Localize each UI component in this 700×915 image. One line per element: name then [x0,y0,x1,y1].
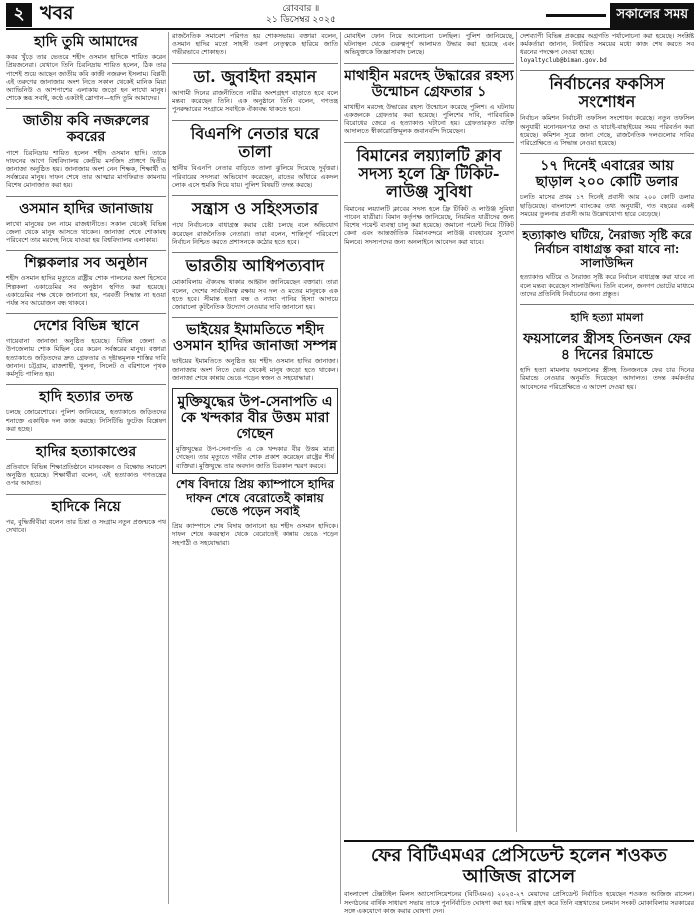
headline: হাদি হত্যার তদন্ত [39,389,133,406]
headline: সন্ত্রাস ও সহিংসতার [191,199,319,218]
story-text: রাজনৈতিক সমাবেশ পরিণত হয় শোকসভায়। বক্তারা বলেন, ওসমান হাদির মতো সাহসী তরুণ নেতৃত্বকে হারিয়ে জাতি গভীরভাবে শোকাহত। [172,32,338,57]
story [6,113,166,189]
divider [520,153,694,154]
divider [520,304,694,305]
story [172,322,338,382]
story-text: গায়েবানা জানাজা অনুষ্ঠিত হয়েছে। বিভিন্ন জেলা ও উপজেলায় শোক মিছিল বের করেন সর্বস্তরের মানুষ। বক্তারা হত্যাকাণ্ডে জড়িতদের দ্রুত গ্রেফতার ও দৃষ্টান্তমূলক শাস্তির দাবি জানান। চট্টগ্রাম, রাজশাহী, খুলনা, সিলেট ও বরিশালে পৃথক কর্মসূচি পালিত হয়। [6,337,166,379]
divider [6,196,166,197]
story [172,68,338,114]
story [344,147,514,246]
story-text: প্রিয় ক্যাম্পাসে শেষ বিদায় জানানো হয় শহীদ ওসমান হাদিকে। দাফন শেষে কবরস্থান থেকে বেরোতেই কান্নায় ভেঙে পড়েন সহপাঠী ও সহযোদ্ধারা। [172,522,338,547]
story-text: চলছে জোরেশোরে। পুলিশ জানিয়েছে, হত্যাকাণ্ডে জড়িতদের শনাক্তে একাধিক দল কাজ করছে। সিসিটিভি ফুটেজ বিশ্লেষণ করা হচ্ছে। [6,408,166,433]
day-label: রোববার ॥ [282,4,320,14]
headline: শিল্পকলার সব অনুষ্ঠান [24,255,148,272]
story-text: কবর খুঁড়ে তার ভেতরে শহীদ ওসমান হাদিকে শায়িত করেন প্রিয়জনেরা। যেখানে তিনি চিরনিদ্রায় শায়িত হলেন, ঠিক তার পাশেই শুয়ে আছেন জাতীয় কবি কাজী নজরুল ইসলাম। বিপ্লবী এই তরুণের জানাজায় অংশ নিতে সকাল থেকেই মানিক মিয়া অ্যাভিনিউ ও আশপাশের এলাকায় জড়ো হন লাখো মানুষ। শোকে স্তব্ধ সবাই, কণ্ঠে একটাই স্লোগান—হাদি তুমি আমাদের। [6,53,166,103]
story [6,389,166,433]
headline: শেষ বিদায়ে প্রিয় ক্যাম্পাসে হাদির দাফন শেষে বেরোতেই কান্নায় ভেঙে পড়েন সবাই [175,476,335,519]
brand-rule [546,14,606,17]
story [344,68,514,136]
banner-story [344,840,694,915]
story-text: মোকাবিলায় ঐক্যবদ্ধ থাকার আহ্বান জানিয়েছেন বক্তারা। তারা বলেন, দেশের সার্বভৌমত্ব রক্ষায় সব দল ও মতের মানুষকে এক হতে হবে। সীমান্ত হত্যা বন্ধ ও ন্যায্য পানির হিস্যা আদায়ে জোরালো কূটনৈতিক উদ্যোগ নেওয়ার দাবি জানানো হয়। [172,278,338,311]
story-text: বাংলাদেশ টেক্সটাইল মিলস অ্যাসোসিয়েশনের (বিটিএমএ) ২০২৫-২৭ মেয়াদের প্রেসিডেন্ট নির্বাচিত হয়েছেন শওকত আজিজ রাসেল। সংগঠনের বার্ষিক সাধারণ সভায় তাকে পুনর্নির্বাচিত ঘোষণা করা হয়। দায়িত্ব গ্রহণ করে তিনি বস্ত্রখাতের চলমান সংকট মোকাবিলায় সরকারের সঙ্গে একযোগে কাজ করার ঘোষণা দেন। [344,890,694,915]
divider [344,142,514,143]
story-text: বিমানের লয়্যালটি ক্লাবের সদস্য হলে ফ্রি টিকিট ও লাউঞ্জ সুবিধা পাবেন যাত্রীরা। বিমান কর্তৃপক্ষ জানিয়েছে, নিয়মিত যাত্রীদের জন্য বিশেষ পয়েন্ট ব্যবস্থা চালু করা হয়েছে। জমানো পয়েন্ট দিয়ে টিকিট কেনা এবং আন্তর্জাতিক বিমানবন্দরে লাউঞ্জ ব্যবহারের সুযোগ মিলবে। সদস্যপদের জন্য অনলাইনে আবেদন করা যাবে। [344,204,514,246]
divider [172,252,338,253]
brand-logo: সকালের সময় [610,3,694,28]
divider [172,63,338,64]
story [6,444,166,488]
column-3 [344,32,514,832]
story [6,201,166,245]
divider [172,195,338,196]
email-address: loyaltyclub@biman.gov.bd [520,56,607,64]
column-2 [172,32,338,904]
story [520,158,694,218]
divider [172,317,338,318]
headline: বিমানের লয়্যালটি ক্লাব সদস্য হলে ফ্রি টিকিট-লাউঞ্জ সুবিধা [356,145,502,202]
divider [344,63,514,64]
divider [520,224,694,225]
column-divider [340,32,341,904]
story-text: পথে নির্বাচনকে বাধাগ্রস্ত করার চেষ্টা চলছে বলে অভিযোগ করেছেন রাজনৈতিক নেতারা। তারা বলেন, শান্তিপূর্ণ পরিবেশে নির্বাচন নিশ্চিত করতে প্রশাসনকে কঠোর হতে হবে। [172,221,338,246]
headline: হাদির হত্যাকাণ্ডের [35,443,137,460]
story [172,125,338,189]
headline: ভারতীয় আধিপত্যবাদ [185,256,325,275]
boxed-story [172,388,338,474]
divider [6,439,166,440]
headline: বিএনপি নেতার ঘরে তালা [190,123,320,161]
headline: হাদি তুমি আমাদের [34,34,138,50]
dateline [266,4,336,26]
headline: নির্বাচনের ফকসিস সংশোধন [549,73,665,111]
story-text: মুক্তিযুদ্ধের উপ-সেনাপতি এ কে খন্দকার বীর উত্তম মারা গেছেন। তার মৃত্যুতে গভীর শোক প্রকাশ করেছেন রাষ্ট্রের শীর্ষ ব্যক্তিরা। মুক্তিযুদ্ধে তার অবদান জাতি চিরকাল স্মরণ করবে। [176,445,334,470]
section-title: খবর [40,2,74,24]
divider [6,384,166,385]
story-text: পাশে চিরনিদ্রায় শায়িত হলেন শহীদ ওসমান হাদি। তাকে দাফনের আগে বিশ্ববিদ্যালয় কেন্দ্রীয় মসজিদ প্রাঙ্গণে দ্বিতীয় জানাজা অনুষ্ঠিত হয়। জানাজায় অংশ নেন শিক্ষক, শিক্ষার্থী ও সর্বস্তরের মানুষ। দাফন শেষে তার আত্মার মাগফিরাত কামনায় বিশেষ মোনাজাত করা হয়। [6,148,166,190]
masthead [6,2,694,30]
headline: ভাইয়ের ইমামতিতে শহীদ ওসমান হাদির জানাজা সম্পন্ন [173,322,337,355]
brand [546,3,694,28]
column-divider [168,32,169,904]
story-text: হত্যাকাণ্ড ঘটিয়ে ও নৈরাজ্য সৃষ্টি করে নির্বাচন বাধাগ্রস্ত করা যাবে না বলে মন্তব্য করেছেন সালাউদ্দিন। তিনি বলেন, জনগণ ভোটের মাধ্যমে তাদের প্রতিনিধি নির্বাচনের জন্য প্রস্তুত। [520,273,694,298]
divider [520,70,694,71]
story-text: মোবাইল ফোন নিয়ে আলোচনা চলছিল। পুলিশ জানিয়েছে, ঘটনাস্থল থেকে গুরুত্বপূর্ণ আলামত উদ্ধার করা হয়েছে এবং অভিযুক্তকে জিজ্ঞাসাবাদ চলছে। [344,32,514,57]
headline: দেশের বিভিন্ন স্থানে [33,318,139,335]
story-text: লাখো মানুষের ঢল নামে রাজধানীতে। সকাল থেকেই বিভিন্ন জেলা থেকে মানুষ আসতে থাকেন। জানাজা শেষে শোকাবহ পরিবেশে তার মরদেহ নিয়ে যাওয়া হয় বিশ্ববিদ্যালয় এলাকায়। [6,219,166,245]
headline: মাথাহীন মরদেহ উদ্ধারের রহস্য উন্মোচন গ্রেফতার ১ [344,67,514,100]
column-4 [520,32,694,832]
story-text: প্রতিবাদে বিভিন্ন শিক্ষাপ্রতিষ্ঠানে মানববন্ধন ও বিক্ষোভ সমাবেশ অনুষ্ঠিত হয়েছে। শিক্ষার্থীরা বলেন, এই হত্যাকাণ্ড গণতন্ত্রের ওপর আঘাত। [6,463,166,488]
headline: হাদিকে নিয়ে [51,498,121,515]
headline: ডা. জুবাইদা রহমান [193,66,317,86]
story [6,499,166,535]
story [6,34,166,102]
headline: জাতীয় কবি নজরুলের কবরের [22,113,150,146]
headline: ফের বিটিএমএর প্রেসিডেন্ট হলেন শওকত আজিজ রাসেল [370,845,668,887]
story [520,229,694,298]
divider [6,108,166,109]
story-text: নির্বাচন কমিশন নির্বাচনী তফসিল সংশোধন করেছে। নতুন তফসিল অনুযায়ী মনোনয়নপত্র জমা ও যাচাই-বাছাইয়ের সময় পরিবর্তন করা হয়েছে। কমিশন সূত্রে জানা গেছে, রাজনৈতিক দলগুলোর দাবির পরিপ্রেক্ষিতে এ সিদ্ধান্ত নেওয়া হয়েছে। [520,114,694,147]
page-number: ২ [6,3,32,27]
kicker: হাদি হত্যা মামলা [570,311,644,324]
column-1 [6,32,166,904]
divider [6,313,166,314]
story-text: স্থানীয় বিএনপি নেতার বাড়িতে তালা ঝুলিয়ে দিয়েছে দুর্বৃত্তরা। পরিবারের সদস্যরা অভিযোগ করেছেন, রাতের আঁধারে একদল লোক এসে হুমকি দিয়ে যায়। পুলিশ বিষয়টি তদন্ত করছে। [172,164,338,189]
story [172,200,338,246]
headline: ১৭ দিনেই এবারের আয় ছাড়াল ২০০ কোটি ডলার [535,158,679,191]
divider [6,494,166,495]
story [172,32,338,57]
story [344,32,514,57]
story [520,309,694,391]
story [520,75,694,148]
story-text: দেশব্যাপী বিভিন্ন প্রকল্পের অগ্রগতি পর্যালোচনা করা হয়েছে। সংশ্লিষ্ট কর্মকর্তারা জানান, নির্ধারিত সময়ের মধ্যে কাজ শেষ করতে সব ধরনের পদক্ষেপ নেওয়া হচ্ছে। [520,32,694,57]
date-label: ২১ ডিসেম্বর ২০২৫ [266,15,336,25]
headline: ওসমান হাদির জানাজায় [19,200,153,217]
divider [6,250,166,251]
headline: মুক্তিযুদ্ধের উপ-সেনাপতি এ কে খন্দকার বীর উত্তম মারা গেছেন [177,394,333,443]
story-text: মাথাহীন মরদেহ উদ্ধারের রহস্য উন্মোচন করেছে পুলিশ। এ ঘটনায় একজনকে গ্রেফতার করা হয়েছে। পুলিশের দাবি, পারিবারিক বিরোধের জেরে এ হত্যাকাণ্ড ঘটানো হয়। গ্রেফতারকৃত ব্যক্তি আদালতে স্বীকারোক্তিমূলক জবানবন্দি দিয়েছেন। [344,102,514,136]
story-text: ভাইয়ের ইমামতিতে অনুষ্ঠিত হয় শহীদ ওসমান হাদির জানাজা। জানাজায় অংশ নিতে ভোর থেকেই মানুষ জড়ো হতে থাকেন। জানাজা শেষে কান্নায় ভেঙে পড়েন স্বজন ও সহযোদ্ধারা। [172,357,338,382]
story [172,257,338,311]
story-text: শহীদ ওসমান হাদির মৃত্যুতে রাষ্ট্রীয় শোক পালনের অংশ হিসেবে শিল্পকলা একাডেমির সব অনুষ্ঠান স্থগিত করা হয়েছে। একাডেমির পক্ষ থেকে জানানো হয়, পরবর্তী সিদ্ধান্ত না হওয়া পর্যন্ত সব আয়োজন বন্ধ থাকবে। [6,274,166,307]
story [172,478,338,547]
headline: হত্যাকাণ্ড ঘটিয়ে, নৈরাজ্য সৃষ্টি করে নির্বাচন বাধাগ্রস্ত করা যাবে না: সালাউদ্দিন [522,228,692,270]
divider [172,120,338,121]
story-text: চলতি মাসের প্রথম ১৭ দিনেই প্রবাসী আয় ২০০ কোটি ডলার ছাড়িয়েছে। বাংলাদেশ ব্যাংকের তথ্য অনুযায়ী, গত বছরের একই সময়ের তুলনায় প্রবাসী আয় উল্লেখযোগ্য হারে বেড়েছে। [520,193,694,218]
story-text: হাদি হত্যা মামলায় ফয়সালের স্ত্রীসহ তিনজনকে ফের চার দিনের রিমান্ডে নেওয়ার অনুমতি দিয়েছেন আদালত। তদন্ত কর্মকর্তার আবেদনের পরিপ্রেক্ষিতে এ আদেশ দেওয়া হয়। [520,366,694,391]
story [6,318,166,378]
headline: ফয়সালের স্ত্রীসহ তিনজন ফের ৪ দিনের রিমান্ডে [523,331,691,364]
story-text: পর, বুদ্ধিজীবীরা বলেন তার চিন্তা ও সংগ্রাম নতুন প্রজন্মকে পথ দেখাবে। [6,517,166,534]
story-text: আগামী দিনের রাজনীতিতে নারীর অংশগ্রহণ বাড়াতে হবে বলে মন্তব্য করেছেন তিনি। এক অনুষ্ঠানে তিনি বলেন, গণতন্ত্র পুনরুদ্ধারের সংগ্রামে সবাইকে ঐক্যবদ্ধ থাকতে হবে। [172,89,338,114]
story [520,32,694,64]
column-divider [516,32,517,832]
story [6,255,166,307]
